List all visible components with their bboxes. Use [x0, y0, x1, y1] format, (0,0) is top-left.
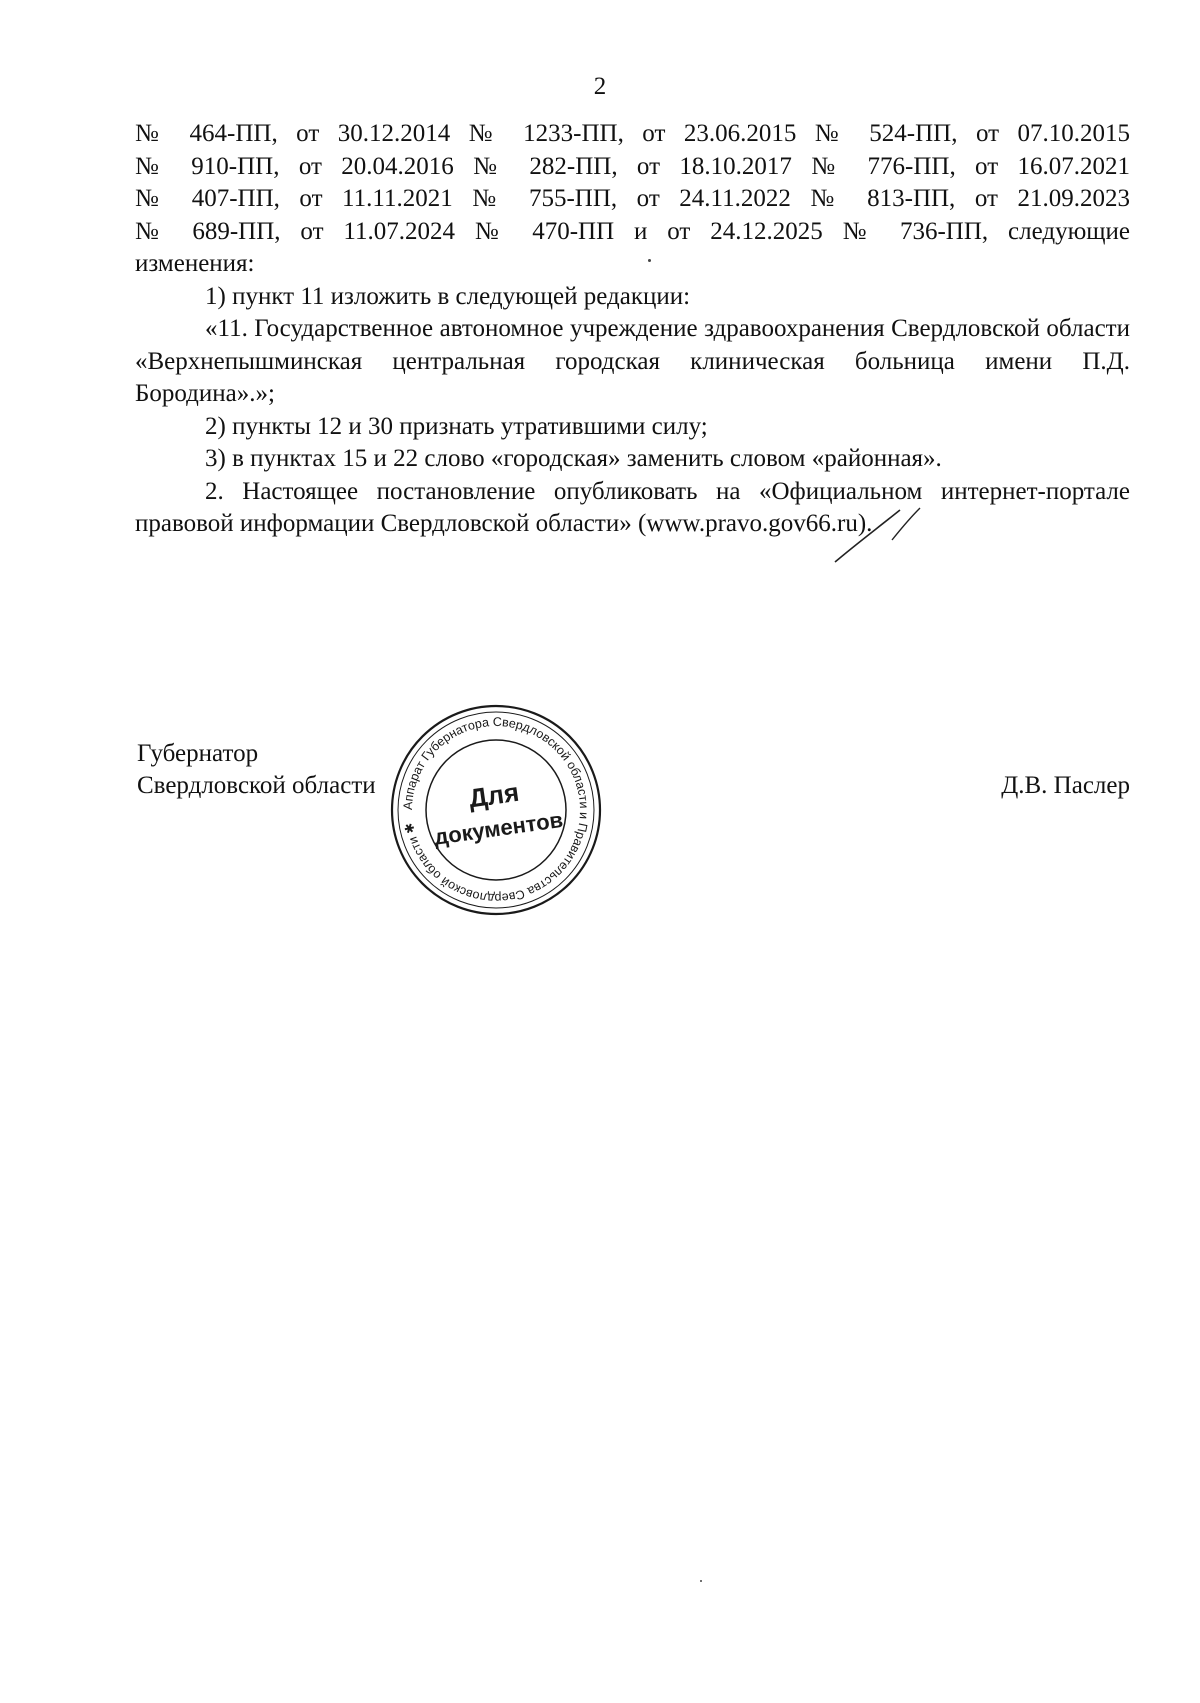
amendment-list-line-2: № 910-ПП, от 20.04.2016 № 282-ПП, от 18.10.2017 № 776-ПП, от 16.07.2021	[135, 152, 1130, 180]
signatory-title-line-1: Губернатор	[137, 740, 259, 767]
scan-speck	[648, 259, 651, 262]
item-11-text: «11. Государственное автономное учреждение здравоохранения Свердловской области «Верхнепышминская центральная городская клиническая больница имени П.Д. Бородина».»;	[135, 315, 1130, 407]
stamp-center-line-1: Для	[466, 776, 521, 814]
official-stamp	[386, 700, 606, 920]
stamp-ring-text: Аппарат Губернатора Свердловской области и Правительства Свердловской области ✱	[400, 714, 592, 906]
item-2: 2) пункты 12 и 30 признать утратившими силу;	[205, 412, 708, 440]
signatory-name: Д.В. Паслер	[1001, 772, 1130, 799]
stamp-center-line-2: документов	[432, 806, 565, 850]
amendment-list-line-4: № 689-ПП, от 11.07.2024 № 470-ПП и от 24.12.2025 № 736-ПП, следующие	[135, 217, 1130, 245]
scan-speck	[700, 1580, 702, 1582]
item-1: 1) пункт 11 изложить в следующей редакции:	[205, 282, 691, 310]
signatory-title	[137, 738, 376, 802]
amendment-list-line-3: № 407-ПП, от 11.11.2021 № 755-ПП, от 24.11.2022 № 813-ПП, от 21.09.2023	[135, 185, 1130, 212]
item-3: 3) в пунктах 15 и 22 слово «городская» заменить словом «районная».	[205, 445, 942, 472]
page-number: 2	[593, 73, 607, 100]
amendment-list-line-5: изменения:	[135, 250, 255, 277]
document-body	[135, 118, 1130, 541]
publication-clause: 2. Настоящее постановление опубликовать на «Официальном интернет-портале правовой информации Свердловской области» (www.pravo.gov66.ru).	[135, 477, 1130, 537]
handwritten-stroke	[830, 500, 940, 570]
signatory-title-line-2: Свердловской области	[137, 772, 376, 799]
amendment-list-line-1: № 464-ПП, от 30.12.2014 № 1233-ПП, от 23.06.2015 № 524-ПП, от 07.10.2015	[135, 120, 1130, 147]
